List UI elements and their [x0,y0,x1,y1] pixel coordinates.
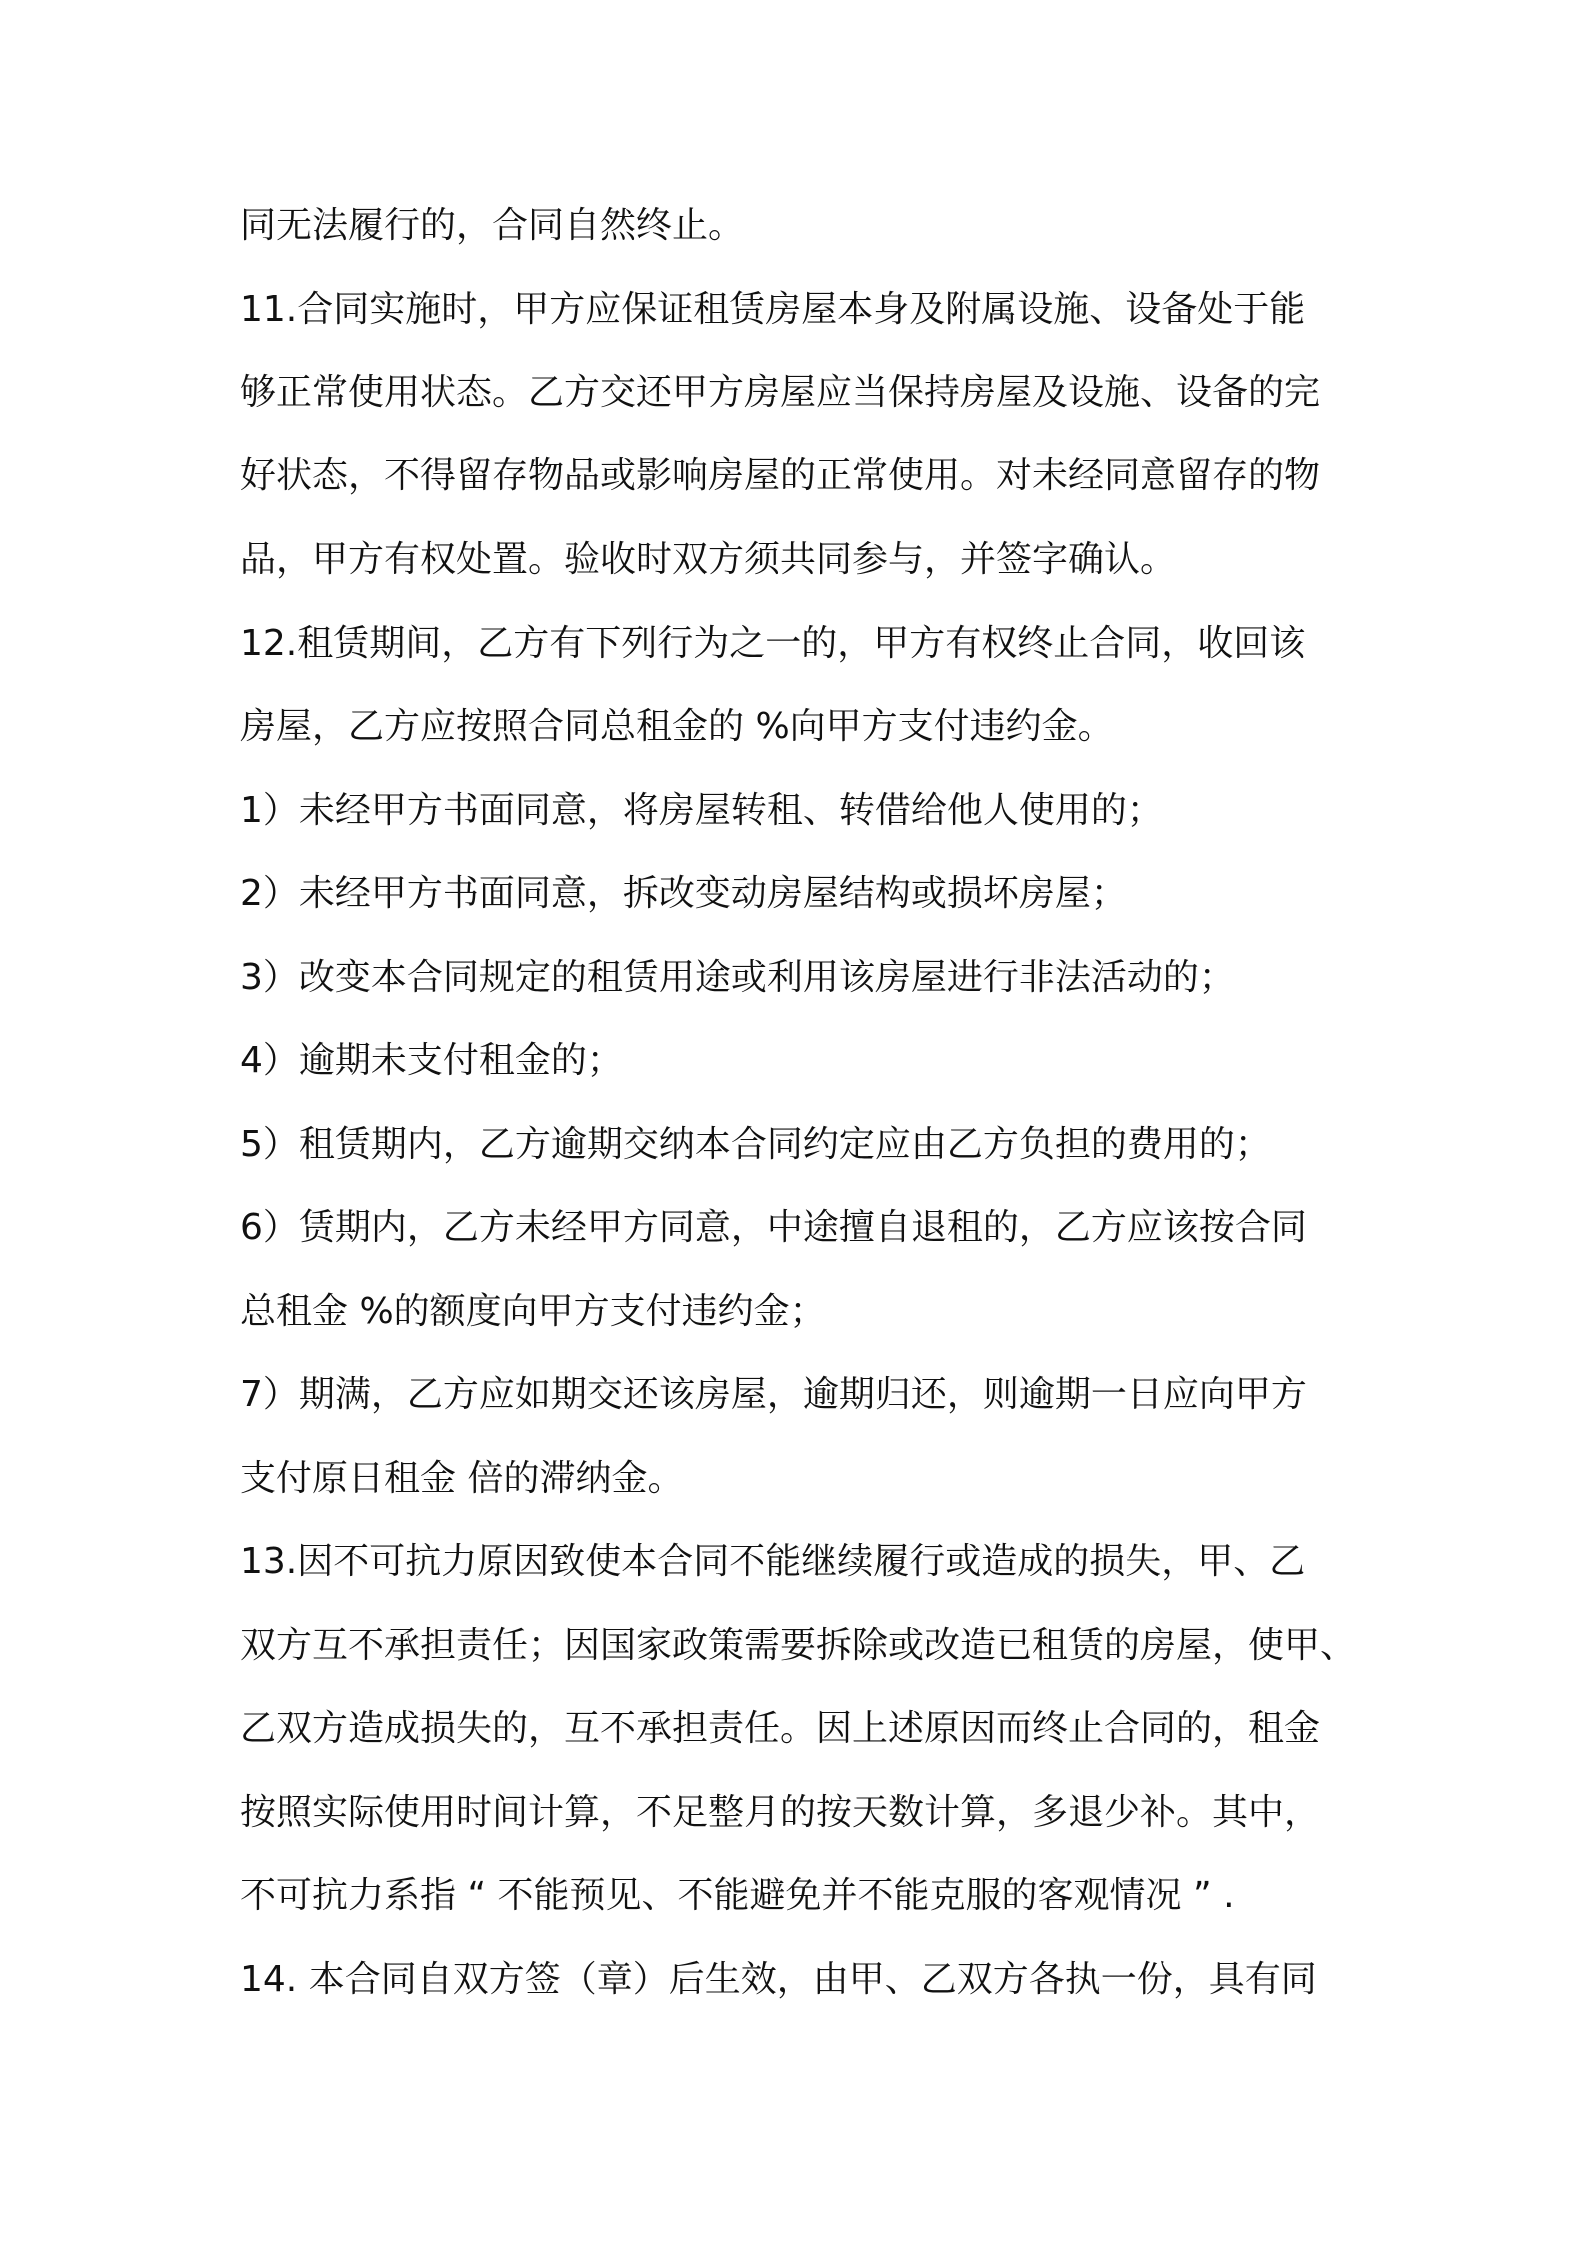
text-line: 同无法履行的，合同自然终止。 [240,205,745,246]
text-line: 乙双方造成损失的，互不承担责任。因上述原因而终止合同的，租金 [240,1708,1321,1749]
text-line: 11.合同实施时，甲方应保证租赁房屋本身及附属设施、设备处于能 [240,289,1306,330]
text-line: 品，甲方有权处置。验收时双方须共同参与，并签字确认。 [240,539,1177,580]
text-line: 2）未经甲方书面同意，拆改变动房屋结构或损坏房屋； [240,873,1127,914]
text-line: 3）改变本合同规定的租赁用途或利用该房屋进行非法活动的； [240,957,1235,998]
text-line: 总租金 %的额度向甲方支付违约金； [240,1291,826,1332]
text-line: 1）未经甲方书面同意，将房屋转租、转借给他人使用的； [240,790,1163,831]
text-line: 4）逾期未支付租金的； [240,1040,623,1081]
text-line: 14. 本合同自双方签（章）后生效，由甲、乙双方各执一份，具有同 [240,1959,1317,2000]
text-line: 12.租赁期间，乙方有下列行为之一的，甲方有权终止合同，收回该 [240,623,1306,664]
text-line: 13.因不可抗力原因致使本合同不能继续履行或造成的损失，甲、乙 [240,1541,1306,1582]
text-line: 房屋，乙方应按照合同总租金的 %向甲方支付违约金。 [240,706,1114,747]
text-line: 5）租赁期内，乙方逾期交纳本合同约定应由乙方负担的费用的； [240,1124,1271,1165]
text-line: 支付原日租金 倍的滞纳金。 [240,1458,684,1499]
text-line: 不可抗力系指 “ 不能预见、不能避免并不能克服的客观情况 ” . [240,1875,1235,1916]
text-line: 6）赁期内，乙方未经甲方同意，中途擅自退租的，乙方应该按合同 [240,1207,1307,1248]
text-line: 7）期满，乙方应如期交还该房屋，逾期归还，则逾期一日应向甲方 [240,1374,1307,1415]
text-line: 好状态，不得留存物品或影响房屋的正常使用。对未经同意留存的物 [240,455,1321,496]
text-line: 够正常使用状态。乙方交还甲方房屋应当保持房屋及设施、设备的完 [240,372,1321,413]
text-line: 按照实际使用时间计算，不足整月的按天数计算，多退少补。其中， [240,1792,1321,1833]
text-line: 双方互不承担责任；因国家政策需要拆除或改造已租赁的房屋，使甲、 [240,1625,1357,1666]
